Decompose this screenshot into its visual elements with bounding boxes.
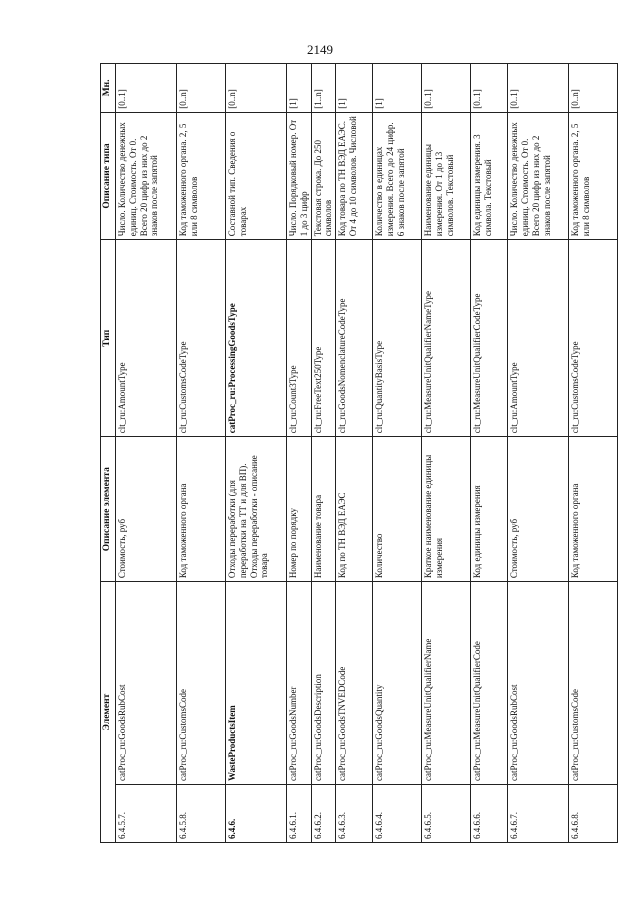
table-body <box>116 64 618 843</box>
page-number: 2149 <box>307 42 333 57</box>
row-element: catProc_ru:GoodsRubCost <box>116 582 177 785</box>
row-number: 6.4.6.1. <box>287 785 312 843</box>
row-mn: [0..1] <box>471 64 508 113</box>
table-viewport <box>100 63 591 843</box>
row-type: clt_ru:CustomsCodeType <box>177 240 226 437</box>
row-type: clt_ru:QuantityBasisType <box>373 240 422 437</box>
row-element: catProc_ru:MeasureUnitQualifierCode <box>471 582 508 785</box>
header-type-description: Описание типа <box>101 112 116 240</box>
row-mn: [1..n] <box>311 64 336 113</box>
header-type: Тип <box>101 240 116 437</box>
table-row <box>471 64 508 843</box>
row-number: 6.4.6.8. <box>569 785 618 843</box>
table-row <box>311 64 336 843</box>
row-description: Краткое наименование единицы измерения <box>422 437 471 582</box>
row-mn: [0..n] <box>226 64 287 113</box>
row-element: catProc_ru:GoodsNumber <box>287 582 312 785</box>
table-row <box>508 64 569 843</box>
row-element: catProc_ru:CustomsCode <box>569 582 618 785</box>
row-mn: [0..n] <box>177 64 226 113</box>
table-row <box>336 64 373 843</box>
row-type: clt_ru:AmountType <box>116 240 177 437</box>
row-mn: [1] <box>373 64 422 113</box>
row-description: Код единицы измерения <box>471 437 508 582</box>
row-description: Отходы переработки (для переработки на ТТ и для ВП). Отходы переработки - описание товара <box>226 437 287 582</box>
table-row <box>287 64 312 843</box>
row-mn: [0..n] <box>569 64 618 113</box>
row-mn: [0..1] <box>116 64 177 113</box>
row-number: 6.4.6.7. <box>508 785 569 843</box>
row-number: 6.4.6. <box>226 785 287 843</box>
row-element: catProc_ru:CustomsCode <box>177 582 226 785</box>
header-element: Элемент <box>101 582 116 843</box>
row-number: 6.4.5.8. <box>177 785 226 843</box>
row-number: 6.4.5.7. <box>116 785 177 843</box>
row-type: clt_ru:MeasureUnitQualifierNameType <box>422 240 471 437</box>
row-element: catProc_ru:GoodsQuantity <box>373 582 422 785</box>
row-mn: [0..1] <box>508 64 569 113</box>
row-type-description: Составной тип. Сведения о товарах <box>226 112 287 240</box>
row-type-description: Наименование единицы измерения. От 1 до 13 символов. Текстовый <box>422 112 471 240</box>
row-description: Номер по порядку <box>287 437 312 582</box>
row-mn: [1] <box>287 64 312 113</box>
row-type-description: Текстовая строка. До 250 символов <box>311 112 336 240</box>
row-element: catProc_ru:GoodsDescription <box>311 582 336 785</box>
row-number: 6.4.6.4. <box>373 785 422 843</box>
row-description: Стоимость, руб <box>116 437 177 582</box>
row-mn: [0..1] <box>422 64 471 113</box>
row-type: clt_ru:AmountType <box>508 240 569 437</box>
row-type-description: Количество в единицах измерения. Всего до 24 цифр. 6 знаков после запятой <box>373 112 422 240</box>
row-type-description: Число. Количество денежных единиц. Стоимость. От 0. Всего 20 цифр из них до 2 знаков после запятой <box>116 112 177 240</box>
row-description: Код таможенного органа <box>569 437 618 582</box>
row-type-description: Число. Порядковый номер. От 1 до 3 цифр <box>287 112 312 240</box>
table-row <box>177 64 226 843</box>
row-type: clt_ru:Count3Type <box>287 240 312 437</box>
row-number: 6.4.6.3. <box>336 785 373 843</box>
row-type: clt_ru:GoodsNomenclatureCodeType <box>336 240 373 437</box>
row-description: Стоимость, руб <box>508 437 569 582</box>
header-element-description: Описание элемента <box>101 437 116 582</box>
row-type: clt_ru:CustomsCodeType <box>569 240 618 437</box>
row-element: catProc_ru:MeasureUnitQualifierName <box>422 582 471 785</box>
row-type-description: Код таможенного органа. 2, 5 или 8 символов <box>177 112 226 240</box>
row-type-description: Код таможенного органа. 2, 5 или 8 символов <box>569 112 618 240</box>
row-element: WasteProductsItem <box>226 582 287 785</box>
row-description: Количество <box>373 437 422 582</box>
table-row <box>116 64 177 843</box>
row-element: catProc_ru:GoodsRubCost <box>508 582 569 785</box>
elements-table <box>100 63 618 843</box>
table-row-section <box>226 64 287 843</box>
row-description: Код таможенного органа <box>177 437 226 582</box>
table-header-row <box>101 64 116 843</box>
row-number: 6.4.6.5. <box>422 785 471 843</box>
row-type: clt_ru:FreeText250Type <box>311 240 336 437</box>
row-number: 6.4.6.6. <box>471 785 508 843</box>
row-type-description: Код товара по ТН ВЭД ЕАЭС. От 4 до 10 символов. Числовой <box>336 112 373 240</box>
row-number: 6.4.6.2. <box>311 785 336 843</box>
row-mn: [1] <box>336 64 373 113</box>
row-type: catProc_ru:ProcessingGoodsType <box>226 240 287 437</box>
row-description: Наименование товара <box>311 437 336 582</box>
row-type-description: Код единицы измерения. 3 символа. Текстовый <box>471 112 508 240</box>
table-row <box>422 64 471 843</box>
header-mn: Мн. <box>101 64 116 113</box>
row-description: Код по ТН ВЭД ЕАЭС <box>336 437 373 582</box>
table-row <box>373 64 422 843</box>
row-element: catProc_ru:GoodsTNVEDCode <box>336 582 373 785</box>
table-row <box>569 64 618 843</box>
rotated-table-container <box>100 63 591 843</box>
row-type-description: Число. Количество денежных единиц. Стоимость. От 0. Всего 20 цифр из них до 2 знаков после запятой <box>508 112 569 240</box>
row-type: clt_ru:MeasureUnitQualifierCodeType <box>471 240 508 437</box>
